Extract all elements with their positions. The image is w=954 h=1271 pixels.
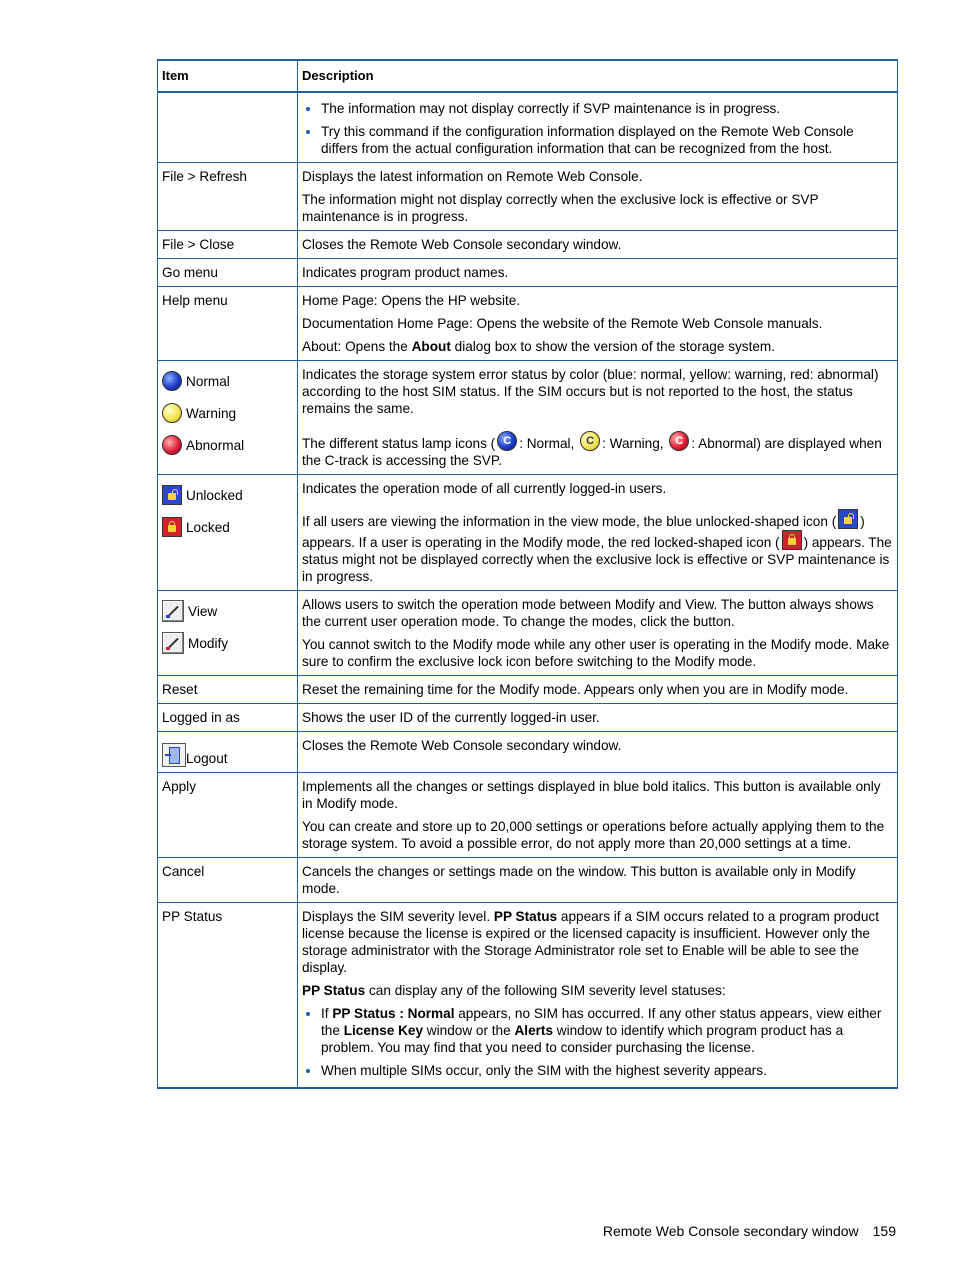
bold-term: Alerts [514, 1023, 553, 1038]
item-cell: File > Close [158, 231, 298, 259]
paragraph [302, 908, 892, 976]
mode-view-item [162, 599, 292, 623]
description-cell [298, 676, 898, 704]
paragraph: Shows the user ID of the currently logged-in user. [302, 710, 600, 725]
table-row [158, 163, 898, 231]
text-run: can display any of the following SIM severity level statuses: [365, 983, 726, 998]
item-cell: Go menu [158, 259, 298, 287]
paragraph: Closes the Remote Web Console secondary window. [302, 738, 622, 753]
table-row [158, 287, 898, 361]
paragraph: Displays the latest information on Remote Web Console. [302, 169, 643, 184]
text-run: appears, no SIM has occurred. If any other status appears, view either the [321, 1006, 882, 1038]
table-row [158, 361, 898, 475]
bullet-list [302, 100, 892, 157]
list-item: • Try this command if the configuration information displayed on the Remote Web Console differs from the actual configuration information that can be recognized from the host. [321, 123, 892, 157]
description-cell [298, 773, 898, 858]
item-label: Unlocked [186, 487, 243, 503]
item-label: Warning [186, 405, 237, 421]
table-row [158, 475, 898, 591]
mode-modify-item [162, 631, 292, 655]
description-cell [298, 704, 898, 732]
paragraph: Reset the remaining time for the Modify mode. Appears only when you are in Modify mode. [302, 682, 849, 697]
status-warning-item [162, 401, 292, 425]
paragraph [302, 509, 892, 585]
blue-status-lamp-icon [162, 371, 182, 391]
logout-item [162, 737, 292, 767]
text-run: If [321, 1006, 333, 1021]
text-run: window or the [423, 1023, 515, 1038]
red-status-lamp-icon [162, 435, 182, 455]
paragraph: Implements all the changes or settings displayed in blue bold italics. This button is available only in Modify mode. [302, 779, 881, 811]
item-cell: Cancel [158, 858, 298, 903]
text-run: ) appears. The status might not be displayed correctly when the exclusive lock is effective or SVP maintenance is in progress. [302, 535, 892, 584]
text-run: : Abnormal) are displayed when the C-track is accessing the SVP. [302, 436, 882, 468]
header-description: Description [298, 60, 898, 92]
table-row [158, 92, 898, 163]
description-cell [298, 591, 898, 676]
paragraph: Indicates the storage system error status by color (blue: normal, yellow: warning, red: abnormal) according to the host SIM status. If the SIM occurs but is not reported to the host, the status remains the same. [302, 367, 879, 416]
table-header-row [158, 60, 898, 92]
table-row [158, 231, 898, 259]
paragraph: Cancels the changes or settings made on the window. This button is available only in Modify mode. [302, 864, 856, 896]
item-cell: Logged in as [158, 704, 298, 732]
text-run: dialog box to show the version of the storage system. [450, 339, 776, 354]
paragraph [302, 338, 892, 355]
item-cell: File > Refresh [158, 163, 298, 231]
text-run: ) appears. If a user is operating in the Modify mode, the red locked-shaped icon ( [302, 514, 865, 550]
logout-icon [162, 743, 186, 767]
item-label: Normal [186, 373, 230, 389]
paragraph: Closes the Remote Web Console secondary window. [302, 237, 622, 252]
item-cell: Apply [158, 773, 298, 858]
paragraph [302, 982, 892, 999]
description-cell [298, 163, 898, 231]
paragraph: You can create and store up to 20,000 settings or operations before actually applying them to the storage system. To avoid a possible error, do not apply more than 20,000 settings at a time. [302, 819, 885, 851]
list-item [321, 1005, 892, 1056]
list-item: • The information may not display correctly if SVP maintenance is in progress. [321, 100, 892, 117]
bold-term: PP Status [302, 983, 366, 998]
bold-term: About [411, 339, 451, 354]
table-row [158, 773, 898, 858]
description-cell [298, 259, 898, 287]
description-cell [298, 903, 898, 1089]
description-cell [298, 732, 898, 773]
bold-term: License Key [343, 1023, 424, 1038]
bold-term: PP Status [493, 909, 558, 924]
text-run: The different status lamp icons ( [302, 436, 496, 451]
yellow-status-lamp-icon [162, 403, 182, 423]
lock-locked-item [162, 515, 292, 539]
text-run: window to identify which program product has a problem. You may find that you need to consider purchasing the license. [321, 1023, 844, 1055]
yellow-status-lamp-icon: C [580, 431, 600, 451]
description-cell [298, 92, 898, 163]
paragraph: You cannot switch to the Modify mode while any other user is operating in the Modify mode. Make sure to confirm the exclusive lock icon before switching to the Modify mode. [302, 637, 890, 669]
description-cell [298, 231, 898, 259]
menu-description-table [157, 59, 898, 1089]
text-run: If all users are viewing the information in the view mode, the blue unlocked-shaped icon ( [302, 514, 837, 529]
table-row [158, 858, 898, 903]
text-run: Displays the SIM severity level. [302, 909, 494, 924]
table-row [158, 676, 898, 704]
item-cell: PP Status [158, 903, 298, 1089]
table-row [158, 591, 898, 676]
blue-unlocked-icon [838, 509, 858, 529]
item-cell [158, 475, 298, 591]
lock-unlocked-item [162, 483, 292, 507]
page-footer [603, 1223, 896, 1239]
item-label: Modify [188, 635, 229, 651]
description-cell [298, 475, 898, 591]
paragraph: The information might not display correctly when the exclusive lock is effective or SVP maintenance is in progress. [302, 192, 819, 224]
item-cell [158, 361, 298, 475]
text-run: appears if a SIM occurs related to a program product license because the license is expired or the licensed capacity is insufficient. However only the storage administrator with the Storage Administrator role set to Enable will be able to see the display. [302, 909, 879, 975]
bold-term: PP Status : Normal [332, 1006, 455, 1021]
item-cell [158, 591, 298, 676]
item-label: View [188, 603, 218, 619]
text-run: : Warning, [602, 436, 668, 451]
item-cell [158, 732, 298, 773]
paragraph: Home Page: Opens the HP website. [302, 293, 521, 308]
item-cell: Help menu [158, 287, 298, 361]
status-abnormal-item [162, 433, 292, 457]
table-row [158, 259, 898, 287]
blue-unlocked-icon [162, 485, 182, 505]
paragraph: Indicates the operation mode of all currently logged-in users. [302, 481, 667, 496]
status-normal-item [162, 369, 292, 393]
page-number: 159 [872, 1223, 896, 1239]
item-label: Locked [186, 519, 230, 535]
red-status-lamp-icon: C [669, 431, 689, 451]
item-label: Logout [186, 751, 228, 766]
bullet-list [302, 1005, 892, 1079]
modify-mode-button-icon [162, 632, 184, 654]
blue-status-lamp-icon: C [497, 431, 517, 451]
header-item: Item [158, 60, 298, 92]
table-row [158, 704, 898, 732]
table-row [158, 732, 898, 773]
description-cell [298, 361, 898, 475]
red-locked-icon [782, 530, 802, 550]
description-cell [298, 858, 898, 903]
item-cell-empty [158, 92, 298, 163]
item-cell: Reset [158, 676, 298, 704]
item-label: Abnormal [186, 437, 245, 453]
table-row [158, 903, 898, 1089]
description-cell [298, 287, 898, 361]
paragraph: Indicates program product names. [302, 265, 509, 280]
text-run: About: Opens the [302, 339, 412, 354]
footer-section-title: Remote Web Console secondary window [602, 1223, 859, 1239]
view-mode-button-icon [162, 600, 184, 622]
red-locked-icon [162, 517, 182, 537]
paragraph [302, 431, 892, 469]
list-item: • When multiple SIMs occur, only the SIM with the highest severity appears. [321, 1062, 892, 1079]
paragraph: Allows users to switch the operation mode between Modify and View. The button always shows the current user operation mode. To change the modes, click the button. [302, 597, 874, 629]
text-run: : Normal, [519, 436, 579, 451]
paragraph: Documentation Home Page: Opens the website of the Remote Web Console manuals. [302, 316, 823, 331]
